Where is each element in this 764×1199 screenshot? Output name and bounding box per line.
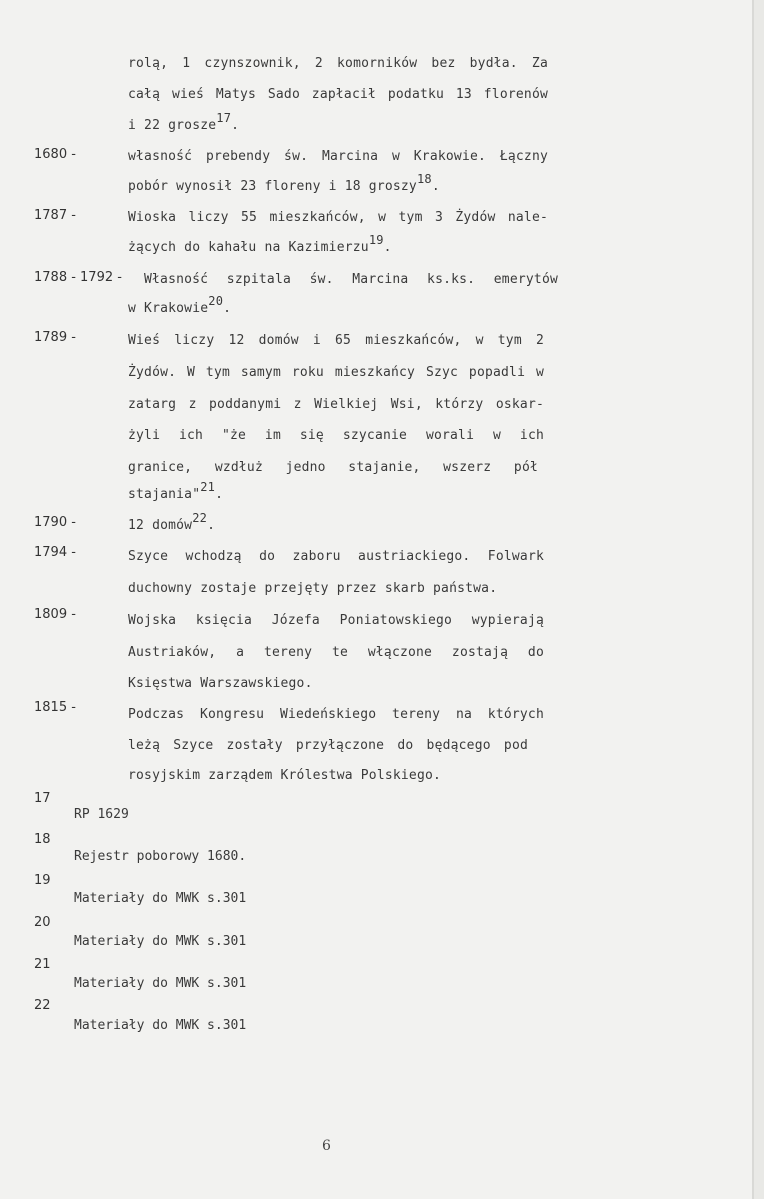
entry-line: całą wieś Matys Sado zapłacił podatku 13 florenów bbox=[128, 87, 548, 102]
entry-line-last bbox=[128, 171, 548, 195]
entry-text: pobór wynosił 23 floreny i 18 groszy bbox=[128, 179, 417, 194]
entry-text: 12 domów bbox=[128, 518, 193, 533]
entry-line: Szyce wchodzą do zaboru austriackiego. Folwark bbox=[128, 549, 544, 564]
footnote-text: Materiały do MWK s.301 bbox=[74, 934, 247, 949]
entry-text: i 22 grosze bbox=[128, 118, 217, 133]
entry-line: granice, wzdłuż jedno stajanie, wszerz pół bbox=[128, 460, 538, 475]
entry-line: rosyjskim zarządem Królestwa Polskiego. bbox=[128, 768, 442, 783]
footnote-ref: 18 bbox=[416, 171, 432, 186]
footnote-text: Rejestr poborowy 1680. bbox=[74, 849, 247, 864]
entry-line: Własność szpitala św. Marcina ks.ks. emerytów bbox=[144, 272, 558, 287]
period: . bbox=[215, 487, 224, 502]
entry-year: 1809 - bbox=[34, 607, 76, 622]
footnote-number: 19 bbox=[34, 873, 51, 888]
period: . bbox=[231, 118, 240, 133]
entry-line: Wojska księcia Józefa Poniatowskiego wypierają bbox=[128, 613, 544, 628]
entry-year: 1794 - bbox=[34, 545, 76, 560]
entry-line: Księstwa Warszawskiego. bbox=[128, 676, 313, 691]
entry-line: duchowny zostaje przejęty przez skarb państwa. bbox=[128, 581, 498, 596]
entry-year: 1788 - 1792 - bbox=[34, 270, 122, 285]
footnote-text: RP 1629 bbox=[74, 807, 129, 822]
footnote-text: Materiały do MWK s.301 bbox=[74, 976, 247, 991]
entry-year: 1680 - bbox=[34, 147, 76, 162]
entry-line: Wioska liczy 55 mieszkańców, w tym 3 Żydów nale- bbox=[128, 210, 548, 225]
page-edge-shadow bbox=[754, 0, 764, 1199]
entry-line: Wieś liczy 12 domów i 65 mieszkańców, w tym 2 bbox=[128, 333, 544, 348]
entry-line: zatarg z poddanymi z Wielkiej Wsi, którzy oskar- bbox=[128, 397, 544, 412]
footnote-ref: 20 bbox=[208, 293, 224, 308]
footnote-number: 21 bbox=[34, 957, 51, 972]
entry-line: leżą Szyce zostały przyłączone do będącego pod bbox=[128, 738, 528, 753]
footnote-number: 18 bbox=[34, 832, 51, 847]
period: . bbox=[207, 518, 216, 533]
entry-line: Żydów. W tym samym roku mieszkańcy Szyc popadli w bbox=[128, 365, 544, 380]
entry-year: 1787 - bbox=[34, 208, 76, 223]
footnote-ref: 21 bbox=[200, 479, 216, 494]
entry-line: rolą, 1 czynszownik, 2 komorników bez bydła. Za bbox=[128, 56, 548, 71]
page-number: 6 bbox=[322, 1138, 331, 1154]
footnote-text: Materiały do MWK s.301 bbox=[74, 891, 247, 906]
entry-line-last bbox=[128, 479, 548, 503]
period: . bbox=[431, 179, 440, 194]
entry-text: żących do kahału na Kazimierzu bbox=[128, 240, 369, 255]
footnote-ref: 19 bbox=[368, 232, 384, 247]
entry-line-last bbox=[128, 110, 548, 134]
period: . bbox=[383, 240, 392, 255]
footnote-number: 17 bbox=[34, 791, 51, 806]
entry-line: żyli ich "że im się szycanie worali w ich bbox=[128, 428, 544, 443]
footnote-number: 22 bbox=[34, 998, 51, 1013]
footnote-ref: 22 bbox=[192, 510, 208, 525]
entry-year: 1789 - bbox=[34, 330, 76, 345]
entry-text: w Krakowie bbox=[128, 301, 209, 316]
entry-line: Podczas Kongresu Wiedeńskiego tereny na których bbox=[128, 707, 544, 722]
entry-year: 1790 - bbox=[34, 515, 76, 530]
entry-line-last bbox=[128, 232, 548, 256]
period: . bbox=[223, 301, 232, 316]
entry-line-last bbox=[128, 293, 548, 317]
page-edge-line bbox=[752, 0, 754, 1199]
entry-line: własność prebendy św. Marcina w Krakowie. Łączny bbox=[128, 149, 548, 164]
entry-year: 1815 - bbox=[34, 700, 76, 715]
footnote-ref: 17 bbox=[216, 110, 232, 125]
footnote-text: Materiały do MWK s.301 bbox=[74, 1018, 247, 1033]
entry-text: stajania" bbox=[128, 487, 201, 502]
footnote-number: 20 bbox=[34, 915, 51, 930]
entry-line-last bbox=[128, 510, 548, 534]
entry-line: Austriaków, a tereny te włączone zostają do bbox=[128, 645, 544, 660]
